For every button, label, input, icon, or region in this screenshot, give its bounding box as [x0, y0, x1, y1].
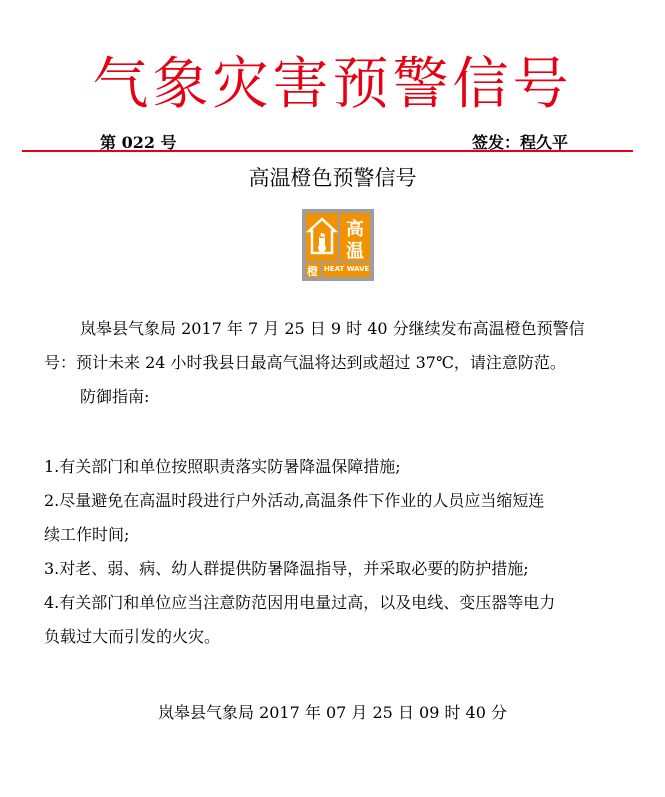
guide-item-2: 2.尽量避免在高温时段进行户外活动,高温条件下作业的人员应当缩短连	[44, 491, 545, 510]
guide-item-2-cont: 续工作时间;	[44, 525, 130, 544]
heat-wave-orange-signal-icon	[302, 209, 374, 281]
body-line-guide-heading: 防御指南:	[80, 387, 150, 406]
badge-label-gao: 高	[346, 219, 364, 240]
badge-label-wen: 温	[346, 241, 364, 262]
footer-issuer-datetime: 岚皋县气象局 2017 年 07 月 25 日 09 时 40 分	[157, 703, 508, 722]
badge-level-label: 橙	[307, 265, 318, 278]
badge-label-tile	[340, 213, 370, 261]
header-divider	[22, 150, 633, 152]
guide-item-4-cont: 负载过大而引发的火灾。	[44, 627, 221, 646]
badge-temp-symbol: ℃	[314, 231, 325, 241]
issue-number: 第 022 号	[100, 133, 177, 152]
body-line-1: 岚皋县气象局 2017 年 7 月 25 日 9 时 40 分继续发布高温橙色预警信	[80, 319, 585, 338]
badge-level-tile	[306, 263, 320, 277]
badge-english-label: HEAT WAVE	[324, 265, 370, 273]
guide-item-4: 4.有关部门和单位应当注意防范因用电量过高，以及电线、变压器等电力	[44, 593, 556, 612]
guide-item-1: 1.有关部门和单位按照职责落实防暑降温保障措施;	[44, 457, 401, 476]
signer: 签发：程久平	[472, 133, 569, 152]
badge-english-tile	[322, 263, 370, 277]
body-line-2: 号：预计未来 24 小时我县日最高气温将达到或超过 37℃，请注意防范。	[44, 353, 566, 372]
document-header-title: 气象灾害预警信号	[92, 52, 573, 117]
signal-title: 高温橙色预警信号	[248, 166, 417, 190]
guide-item-3: 3.对老、弱、病、幼人群提供防暑降温指导，并采取必要的防护措施;	[44, 559, 529, 578]
